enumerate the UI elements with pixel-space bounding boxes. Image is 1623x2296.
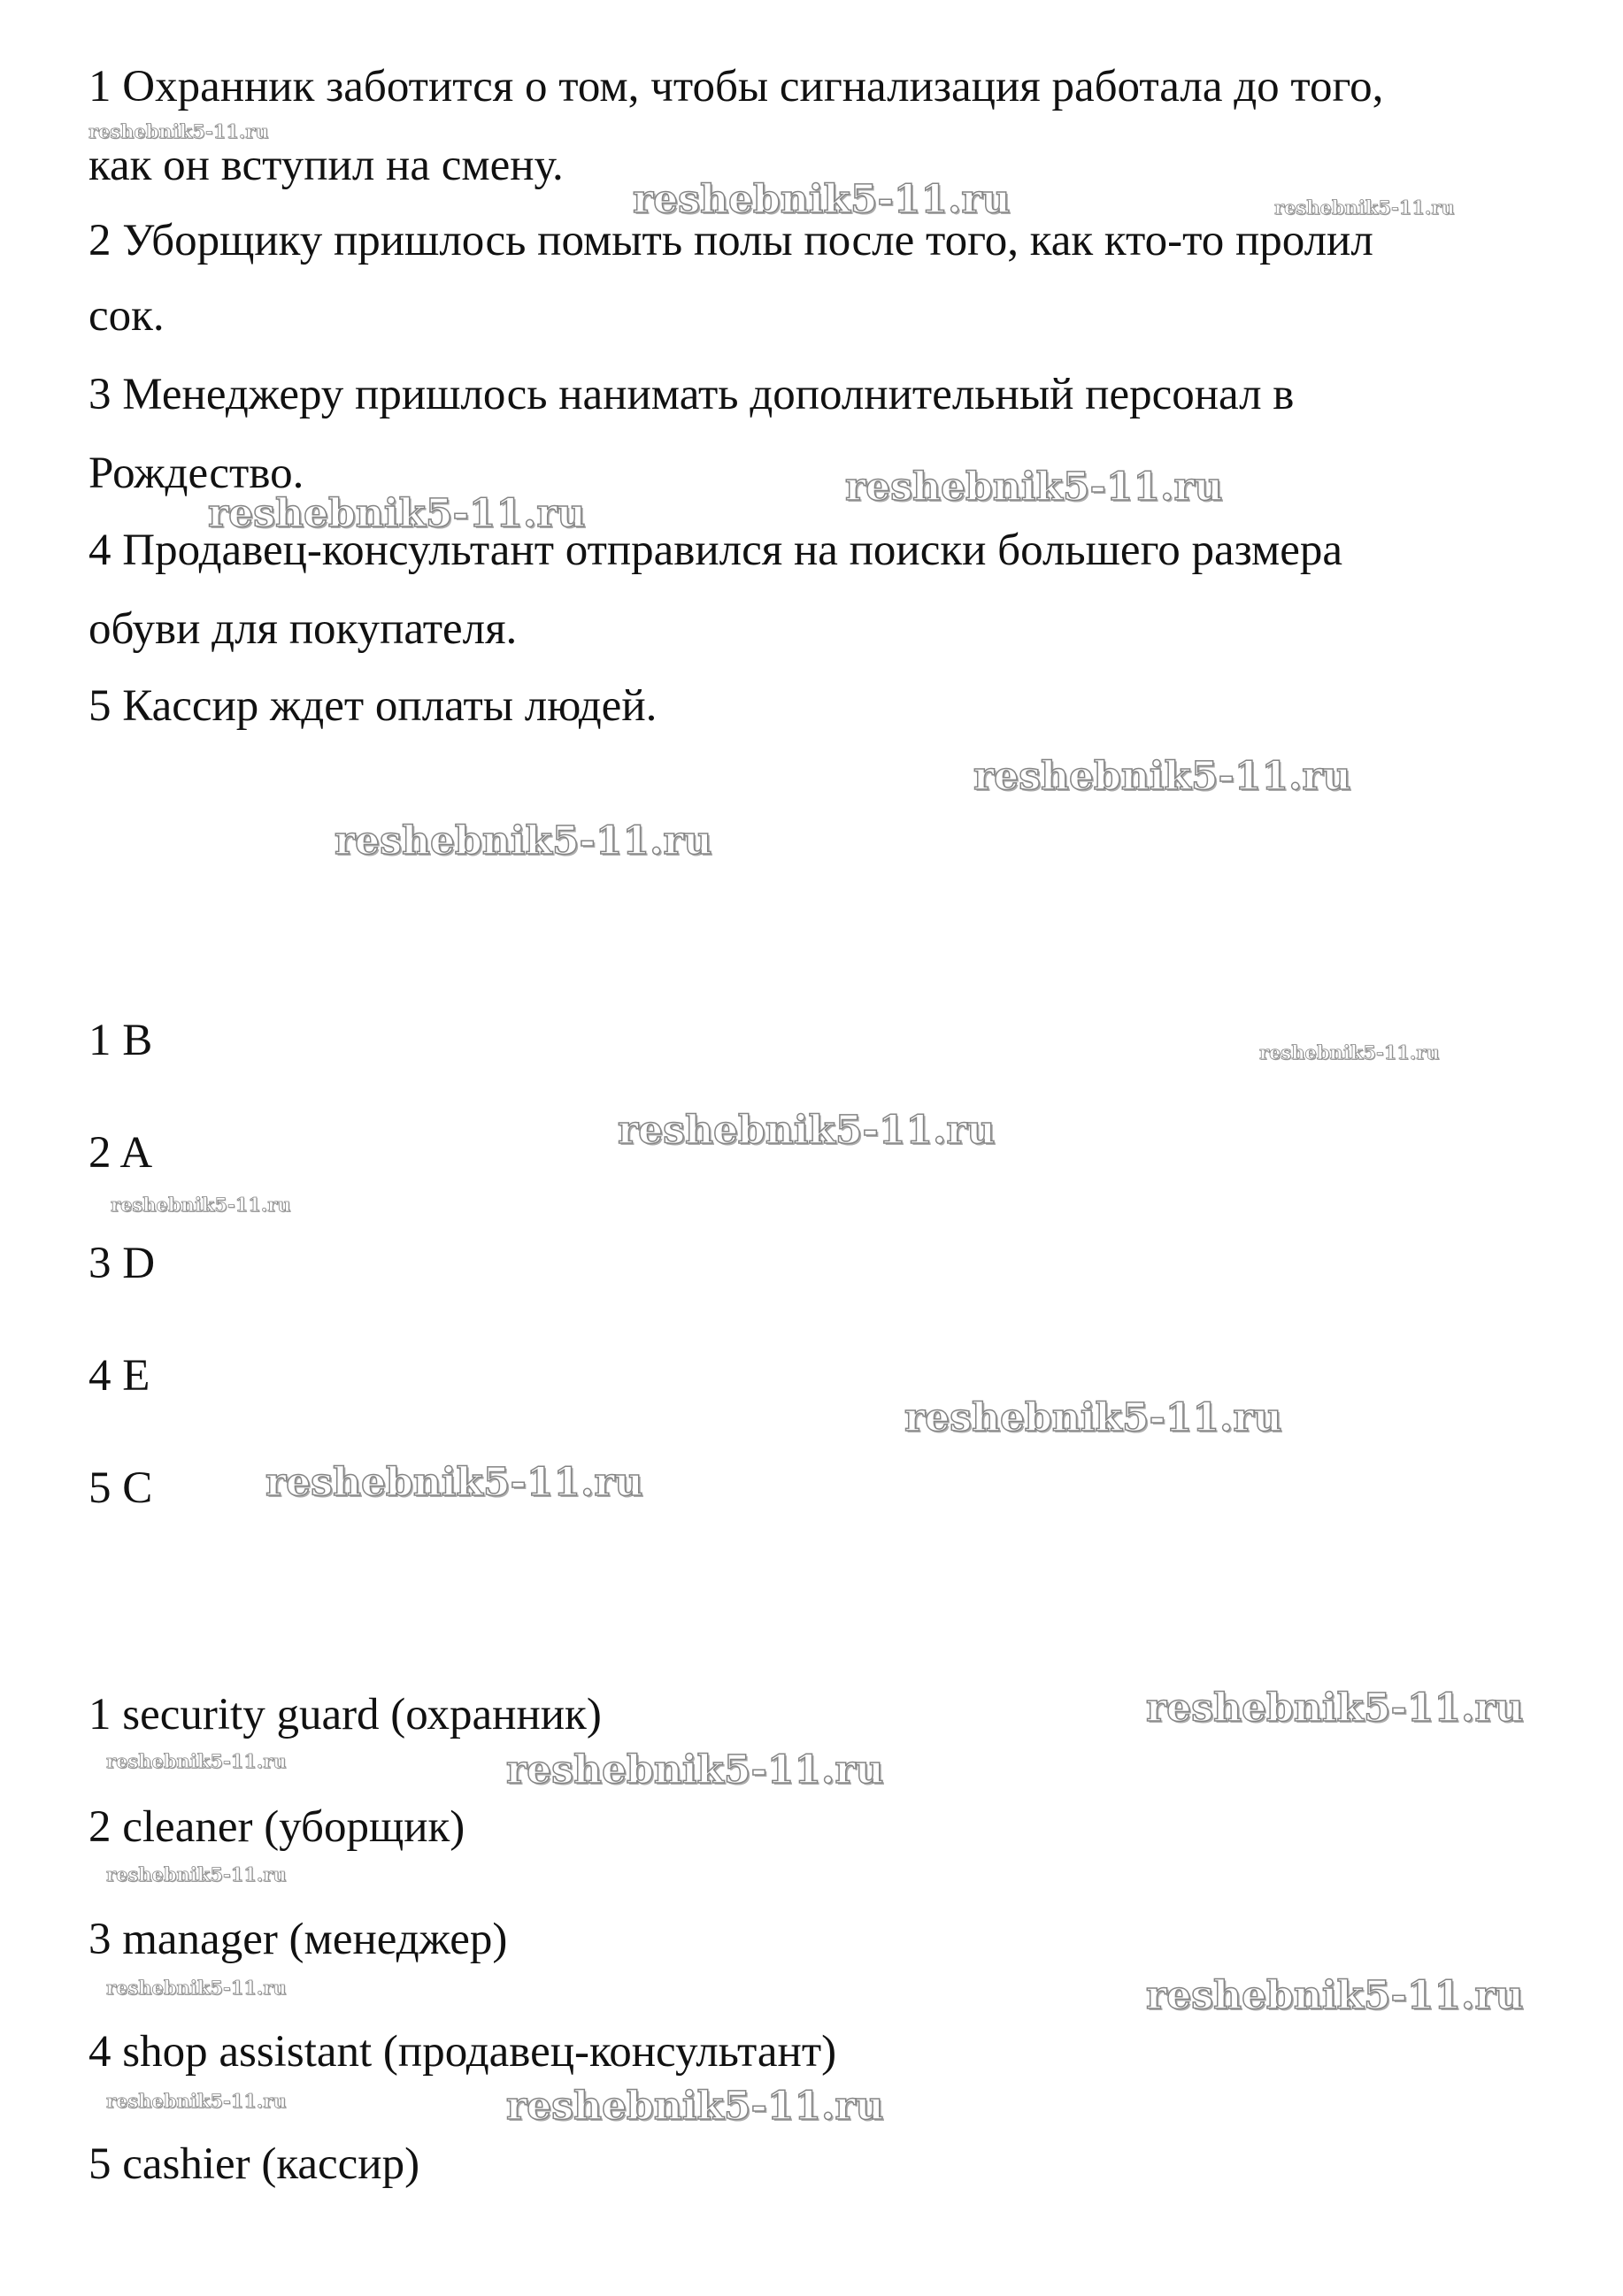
watermark: reshebnik5-11.ru (1259, 1041, 1440, 1064)
matching-answer-2: 2 A (88, 1128, 153, 1178)
job-item-5: 5 cashier (кассир) (88, 2139, 420, 2189)
matching-answer-1: 1 B (88, 1016, 153, 1065)
matching-answer-4: 4 E (88, 1351, 150, 1401)
watermark: reshebnik5-11.ru (106, 1863, 287, 1885)
watermark: reshebnik5-11.ru (1146, 1973, 1524, 2018)
watermark: reshebnik5-11.ru (506, 1747, 884, 1793)
watermark: reshebnik5-11.ru (1146, 1686, 1524, 1731)
job-item-2: 2 cleaner (уборщик) (88, 1802, 465, 1852)
translation-line-2: как он вступил на смену. (88, 141, 564, 190)
watermark: reshebnik5-11.ru (506, 2084, 884, 2129)
watermark: reshebnik5-11.ru (111, 1194, 291, 1216)
watermark: reshebnik5-11.ru (106, 1750, 287, 1772)
watermark: reshebnik5-11.ru (973, 754, 1351, 799)
watermark: reshebnik5-11.ru (88, 120, 269, 142)
translation-line-5: 3 Менеджеру пришлось нанимать дополнительный персонал в (88, 370, 1295, 419)
translation-line-6: Рождество. (88, 449, 304, 498)
translation-line-7: 4 Продавец-консультант отправился на поиски большего размера (88, 526, 1343, 575)
translation-line-3: 2 Уборщику пришлось помыть полы после того, как кто-то пролил (88, 216, 1373, 265)
job-item-1: 1 security guard (охранник) (88, 1690, 602, 1739)
translation-line-9: 5 Кассир ждет оплаты людей. (88, 681, 658, 731)
watermark: reshebnik5-11.ru (845, 465, 1223, 510)
matching-answer-3: 3 D (88, 1239, 156, 1288)
watermark: reshebnik5-11.ru (208, 491, 586, 536)
watermark: reshebnik5-11.ru (633, 177, 1011, 222)
watermark: reshebnik5-11.ru (335, 818, 712, 864)
watermark: reshebnik5-11.ru (904, 1395, 1282, 1440)
watermark: reshebnik5-11.ru (1274, 196, 1455, 219)
watermark: reshebnik5-11.ru (106, 2090, 287, 2112)
watermark: reshebnik5-11.ru (265, 1460, 643, 1505)
watermark: reshebnik5-11.ru (106, 1977, 287, 1999)
translation-line-8: обуви для покупателя. (88, 604, 518, 654)
translation-line-1: 1 Охранник заботится о том, чтобы сигнализация работала до того, (88, 62, 1384, 111)
job-item-4: 4 shop assistant (продавец-консультант) (88, 2027, 837, 2077)
job-item-3: 3 manager (менеджер) (88, 1915, 508, 1964)
watermark: reshebnik5-11.ru (618, 1108, 996, 1153)
matching-answer-5: 5 C (88, 1463, 153, 1513)
translation-line-4: сок. (88, 291, 165, 341)
